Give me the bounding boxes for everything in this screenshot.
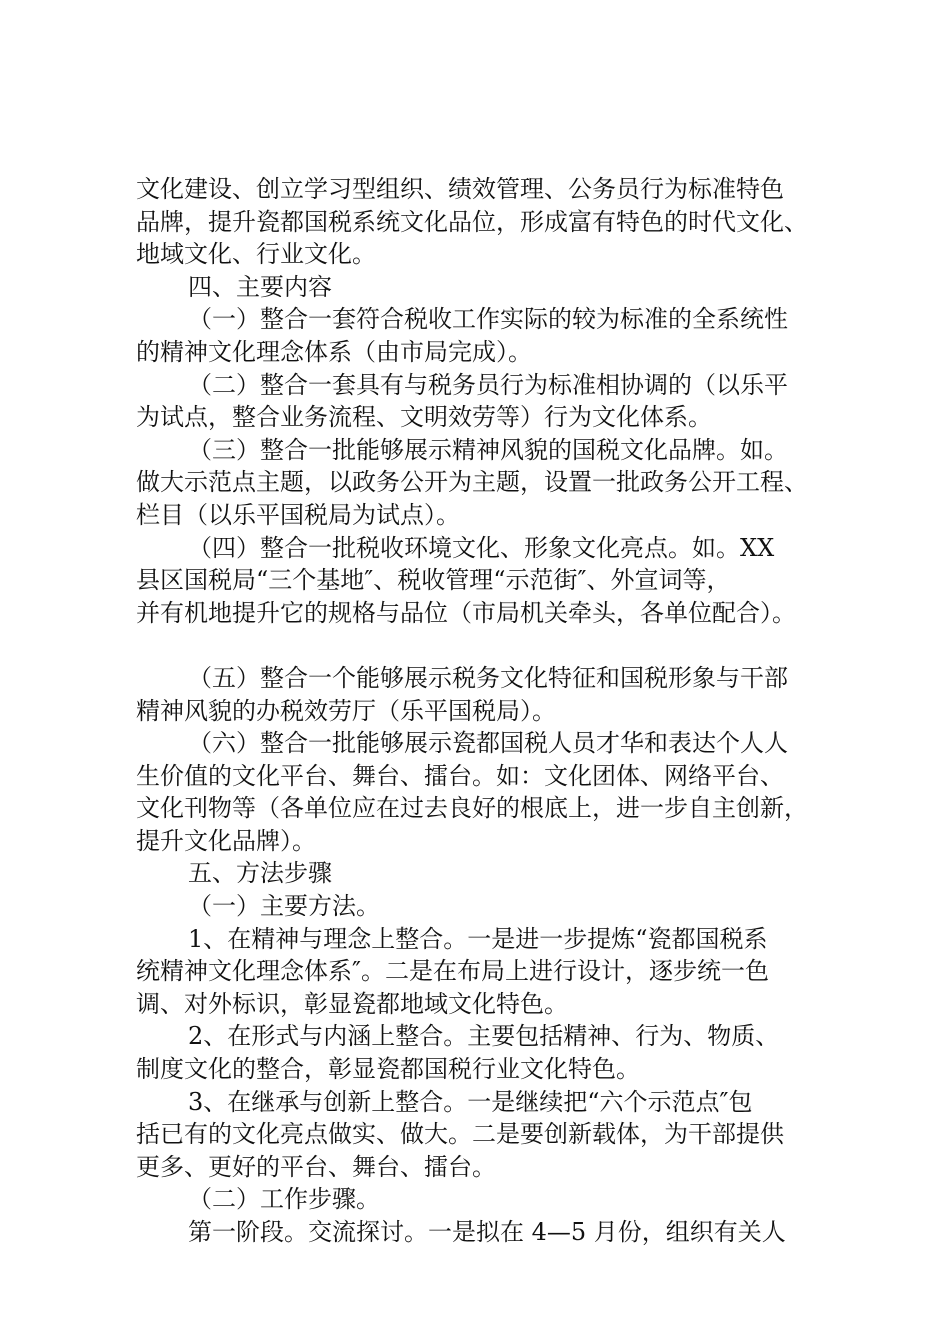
text-line: 并有机地提升它的规格与品位（市局机关牵头，各单位配合）。 <box>136 598 796 627</box>
subsection-heading: （二）工作步骤。 <box>188 1185 380 1214</box>
text-line: 的精神文化理念体系（由市局完成）。 <box>136 337 532 366</box>
section-heading: 四、主要内容 <box>188 272 332 301</box>
text-line: 3、在继承与创新上整合。一是继续把“六个示范点″包 <box>188 1087 753 1116</box>
text-line: （三）整合一批能够展示精神风貌的国税文化品牌。如。 <box>188 435 788 464</box>
text-line: （四）整合一批税收环境文化、形象文化亮点。如。XX <box>188 533 775 562</box>
text-line: 文化刊物等（各单位应在过去良好的根底上，进一步自主创新， <box>136 794 808 823</box>
text-line: 生价值的文化平台、舞台、擂台。如：文化团体、网络平台、 <box>136 761 784 790</box>
text-line: 做大示范点主题，以政务公开为主题，设置一批政务公开工程、 <box>136 468 808 497</box>
text-line: 文化建设、创立学习型组织、绩效管理、公务员行为标准特色 <box>136 175 784 203</box>
text-line: 精神风貌的办税效劳厅（乐平国税局）。 <box>136 696 556 725</box>
text-line: （六）整合一批能够展示瓷都国税人员才华和表达个人人 <box>188 729 788 758</box>
text-line: 栏目（以乐平国税局为试点）。 <box>136 500 460 529</box>
text-line: 县区国税局“三个基地″、税收管理“示范街″、外宣词等， <box>136 566 731 595</box>
text-line: （五）整合一个能够展示税务文化特征和国税形象与干部 <box>188 663 788 692</box>
text-line: （二）整合一套具有与税务员行为标准相协调的（以乐平 <box>188 370 788 399</box>
text-line: 制度文化的整合，彰显瓷都国税行业文化特色。 <box>136 1055 640 1084</box>
text-line: 为试点，整合业务流程、文明效劳等）行为文化体系。 <box>136 403 712 432</box>
text-line: 括已有的文化亮点做实、做大。二是要创新载体，为干部提供 <box>136 1120 784 1149</box>
section-heading: 五、方法步骤 <box>188 859 332 888</box>
text-line: 地域文化、行业文化。 <box>136 240 376 269</box>
text-line: 品牌，提升瓷都国税系统文化品位，形成富有特色的时代文化、 <box>136 207 808 236</box>
subsection-heading: （一）主要方法。 <box>188 892 380 921</box>
text-line: （一）整合一套符合税收工作实际的较为标准的全系统性 <box>188 305 788 334</box>
body-text <box>136 173 826 1249</box>
text-line: 2、在形式与内涵上整合。主要包括精神、行为、物质、 <box>188 1022 780 1051</box>
paragraph-gap <box>136 629 826 662</box>
text-line: 提升文化品牌）。 <box>136 826 316 855</box>
text-line: 第一阶段。交流探讨。一是拟在 4—5 月份，组织有关人 <box>188 1218 786 1246</box>
text-line: 更多、更好的平台、舞台、擂台。 <box>136 1152 496 1181</box>
text-line: 统精神文化理念体系″。二是在布局上进行设计，逐步统一色 <box>136 957 769 986</box>
text-line: 调、对外标识，彰显瓷都地域文化特色。 <box>136 989 568 1018</box>
text-line: 1、在精神与理念上整合。一是进一步提炼“瓷都国税系 <box>188 924 768 953</box>
